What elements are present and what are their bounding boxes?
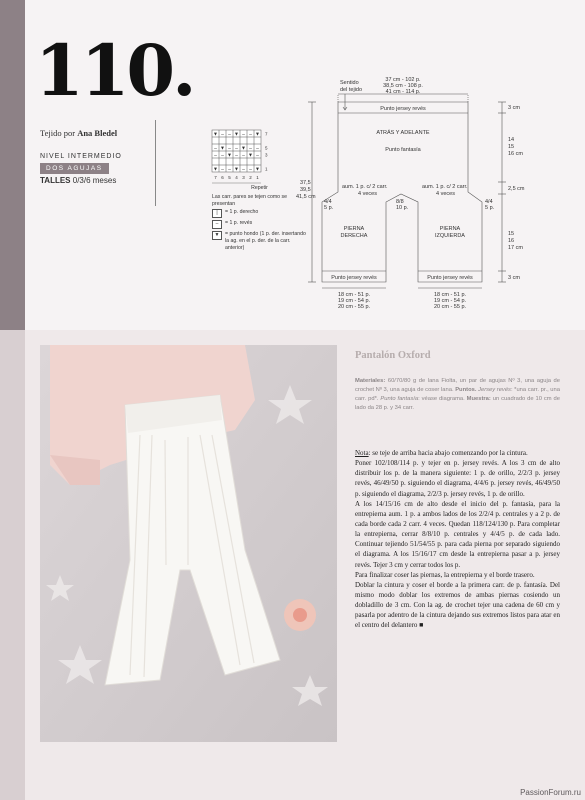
total-height: 41,5 cm bbox=[296, 194, 316, 200]
total-height: 39,5 bbox=[300, 187, 311, 193]
col-number: 7 bbox=[214, 175, 217, 180]
bottom-measure: 20 cm - 55 p. bbox=[337, 304, 371, 310]
svg-text:–: – bbox=[256, 152, 259, 159]
leg-right-label: DERECHA bbox=[340, 233, 368, 239]
svg-text:–: – bbox=[242, 152, 245, 159]
svg-text:–: – bbox=[249, 145, 252, 152]
credit-line: Tejido por Ana Bledel bbox=[40, 128, 118, 138]
col-number: 3 bbox=[242, 175, 245, 180]
even-rows-note: Las carr. pares se tejen como se presentan bbox=[212, 193, 287, 207]
col-number: 1 bbox=[256, 175, 259, 180]
divider bbox=[155, 120, 156, 206]
cuff-height: 3 cm bbox=[508, 275, 520, 281]
svg-text:–: – bbox=[242, 131, 245, 138]
svg-text:–: – bbox=[221, 166, 224, 173]
difficulty-level: NIVEL INTERMEDIO bbox=[40, 153, 122, 160]
leg-height: 15 bbox=[508, 231, 515, 237]
svg-text:▼: ▼ bbox=[213, 131, 218, 138]
top-measure: 38,5 cm - 108 p. bbox=[383, 83, 423, 89]
body-height: 15 bbox=[508, 144, 515, 150]
svg-text:–: – bbox=[256, 145, 259, 152]
repeat-label: Repetir bbox=[251, 185, 268, 191]
svg-text:▼: ▼ bbox=[234, 131, 239, 138]
svg-text:▼: ▼ bbox=[227, 152, 232, 159]
leg-height: 16 bbox=[508, 238, 515, 244]
pattern-title: Pantalón Oxford bbox=[355, 350, 431, 361]
purl-symbol-icon: – bbox=[212, 220, 222, 229]
leg-height: 17 cm bbox=[508, 245, 523, 251]
pattern-stitch-label: Punto fantasía bbox=[385, 147, 421, 153]
row-number: 1 bbox=[265, 166, 268, 172]
front-back-label: ATRÁS Y ADELANTE bbox=[376, 130, 430, 136]
instructions-text bbox=[355, 448, 560, 631]
center-sts: 10 p. bbox=[396, 205, 409, 211]
svg-text:–: – bbox=[214, 152, 217, 159]
col-number: 5 bbox=[228, 175, 231, 180]
paragraph: Poner 102/108/114 p. y tejer en p. jersey revés. A los 3 cm de alto distribuir los p. de la manera siguiente: 1 p. de orillo, 2/2/3 p. jersey revés, 46/49/50 p. siguiendo el diagrama, 4/4/6 p. jersey revés, 46/49/50 p. siguiendo el diagrama, 2/2/3 p. jersey revés, 1 p. de orillo. bbox=[355, 459, 560, 498]
svg-text:▼: ▼ bbox=[255, 131, 260, 138]
svg-text:–: – bbox=[228, 145, 231, 152]
legend-item: – = 1 p. revés bbox=[212, 220, 307, 229]
pattern-number: 110. bbox=[35, 29, 194, 112]
leg-left-label: IZQUIERDA bbox=[435, 233, 465, 239]
cuff-label: Punto jersey revés bbox=[427, 275, 473, 281]
svg-text:–: – bbox=[249, 131, 252, 138]
total-height: 37,5 bbox=[300, 180, 311, 186]
row-number: 3 bbox=[265, 152, 268, 158]
center-sts: 8/8 bbox=[396, 199, 404, 205]
schematic-diagram bbox=[298, 72, 523, 310]
svg-text:–: – bbox=[249, 166, 252, 173]
crotch-height: 2,5 cm bbox=[508, 186, 525, 192]
watermark: PassionForum.ru bbox=[520, 788, 581, 797]
bottom-measure: 20 cm - 55 p. bbox=[433, 304, 467, 310]
top-measure: 37 cm - 102 p. bbox=[385, 77, 421, 83]
leg-left-label: PIERNA bbox=[439, 226, 461, 232]
cuff-label: Punto jersey revés bbox=[331, 275, 377, 281]
col-number: 2 bbox=[249, 175, 252, 180]
page-spine-accent bbox=[0, 0, 25, 330]
paragraph: Nota: se teje de arriba hacia abajo comenzando por la cintura. bbox=[355, 449, 528, 457]
increase-label: 4 veces bbox=[436, 191, 455, 197]
svg-text:▼: ▼ bbox=[213, 166, 218, 173]
svg-text:▼: ▼ bbox=[234, 166, 239, 173]
body-height: 14 bbox=[508, 137, 515, 143]
deep-stitch-symbol-icon: ▼ bbox=[212, 231, 222, 240]
svg-text:▼: ▼ bbox=[220, 145, 225, 152]
svg-text:–: – bbox=[221, 152, 224, 159]
bottom-measure: 19 cm - 54 p. bbox=[337, 298, 371, 304]
pants-outline bbox=[322, 102, 482, 282]
body-height: 16 cm bbox=[508, 151, 523, 157]
chart-legend bbox=[212, 185, 307, 252]
legend-item: | = 1 p. derecho bbox=[212, 209, 307, 218]
sizes-line: TALLES 0/3/6 meses bbox=[40, 176, 117, 185]
knit-symbol-icon: | bbox=[212, 209, 222, 218]
col-number: 6 bbox=[221, 175, 224, 180]
materials-block: Materiales: 60/70/80 g de lana Fiolta, un par de agujas Nº 3, una aguja de crochet Nº 3, una aguja de coser lana. Puntos. Jersey revés: *una carr. pr., una carr. pd*. Punto fantasía: véase diagrama. Muestra: un cuadrado de 10 cm de lado da 28 p. y 34 carr. bbox=[355, 378, 560, 411]
svg-text:–: – bbox=[235, 152, 238, 159]
row-number: 7 bbox=[265, 131, 268, 137]
top-measure: 41 cm - 114 p. bbox=[385, 89, 421, 95]
svg-text:–: – bbox=[235, 145, 238, 152]
svg-text:–: – bbox=[214, 145, 217, 152]
direction-label: Sentido bbox=[340, 80, 359, 86]
svg-text:–: – bbox=[242, 166, 245, 173]
bottom-measure: 18 cm - 51 p. bbox=[433, 292, 467, 298]
stitch-chart bbox=[212, 128, 272, 186]
increase-label: aum. 1 p. c/ 2 carr. bbox=[422, 184, 468, 190]
paragraph: Para finalizar coser las piernas, la entrepierna y el borde trasero. bbox=[355, 570, 535, 579]
bottom-measure: 19 cm - 54 p. bbox=[433, 298, 467, 304]
side-sts: 4/4 bbox=[485, 199, 493, 205]
svg-text:▼: ▼ bbox=[241, 145, 246, 152]
svg-text:–: – bbox=[228, 166, 231, 173]
row-number: 5 bbox=[265, 145, 268, 151]
increase-label: aum. 1 p. c/ 2 carr. bbox=[342, 184, 388, 190]
increase-label: 4 veces bbox=[358, 191, 377, 197]
paragraph: A los 14/15/16 cm de alto desde el inicio del p. fantasía, para la entrepierna aum. 1 p. a ambos lados de los 2/2/4 p. centrales y a 2 p. de cada borde cada 2 carr. 4 veces. Quedan 118/124/130 p. Para completar la entrepierna, cerrar 8/8/10 p. centrales y 4/4/5 p. de cada lado. Continuar tejiendo 51/54/55 p. para cada pierna por separado siguiendo el diagrama. A los 15/16/17 cm desde la entrepierna pasar a p. jersey revés. Tejer 3 cm y cerrar todos los p. bbox=[355, 499, 560, 569]
svg-text:▼: ▼ bbox=[248, 152, 253, 159]
needles-badge: DOS AGUJAS bbox=[40, 163, 109, 174]
legend-item: ▼ = punto hondo (1 p. der. insertando la ag. en el p. der. de la carr. anterior) bbox=[212, 231, 307, 251]
svg-text:–: – bbox=[228, 131, 231, 138]
svg-text:–: – bbox=[221, 131, 224, 138]
col-number: 4 bbox=[235, 175, 238, 180]
paragraph: Doblar la cintura y coser el borde a la primera carr. de p. fantasía. Del mismo modo doblar los extremos de ambas piernas cosiendo un dobladillo de 3 cm. Con la ag. de crochet tejer una cadena de 60 cm y pasarla por adentro de la cintura dejando sus extremos listos para atar en el centro del delantero ■ bbox=[355, 580, 560, 630]
direction-label: del tejido bbox=[340, 87, 363, 93]
svg-text:▼: ▼ bbox=[255, 166, 260, 173]
waist-height: 3 cm bbox=[508, 105, 520, 111]
bottom-measure: 18 cm - 51 p. bbox=[337, 292, 371, 298]
leg-right-label: PIERNA bbox=[343, 226, 365, 232]
side-sts: 5 p. bbox=[485, 205, 495, 211]
side-sts: 4/4 bbox=[324, 199, 332, 205]
side-sts: 5 p. bbox=[324, 205, 334, 211]
product-photo bbox=[40, 345, 337, 742]
waistband-label: Punto jersey revés bbox=[380, 106, 426, 112]
